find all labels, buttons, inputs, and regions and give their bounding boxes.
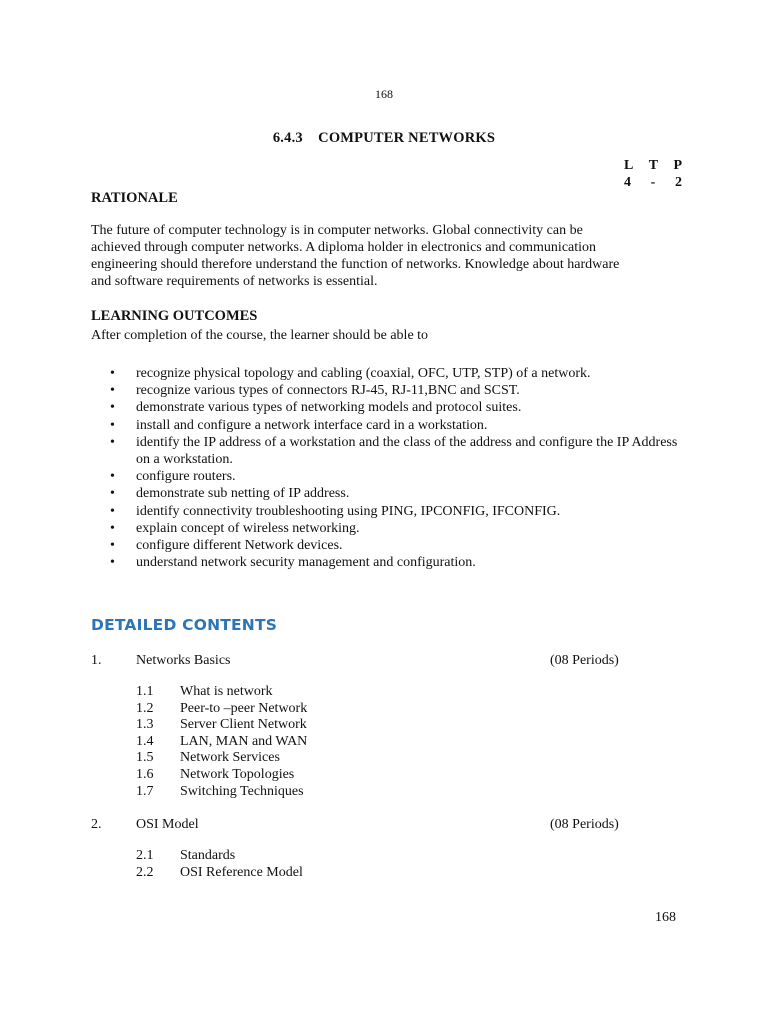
list-item — [110, 434, 680, 468]
list-item — [110, 520, 680, 537]
ltp-header-row — [624, 157, 682, 174]
unit-number: 1. — [91, 653, 102, 668]
list-item — [110, 503, 680, 520]
rationale-paragraph — [91, 222, 681, 290]
unit-title: OSI Model — [136, 817, 199, 832]
ltp-header-p: P — [673, 158, 682, 173]
topic-title: Network Services — [180, 750, 280, 766]
topic-number: 2.2 — [136, 864, 154, 880]
unit-periods: (08 Periods) — [550, 653, 619, 668]
rationale-heading: RATIONALE — [91, 190, 178, 206]
rationale-line: achieved through computer networks. A diploma holder in electronics and communication — [91, 240, 597, 255]
learning-outcomes-list — [110, 365, 680, 571]
list-item-text: recognize physical topology and cabling (coaxial, OFC, UTP, STP) of a network. — [136, 366, 591, 381]
topic-number: 1.5 — [136, 750, 154, 766]
unit-number: 2. — [91, 817, 102, 832]
learning-outcomes-heading: LEARNING OUTCOMES — [91, 308, 258, 324]
topic-title: Server Client Network — [180, 717, 307, 733]
bullet-icon: • — [110, 538, 115, 554]
topic-number: 1.1 — [136, 684, 154, 699]
bullet-icon: • — [110, 434, 115, 450]
bullet-icon: • — [110, 520, 115, 536]
list-item-text: configure different Network devices. — [136, 538, 343, 554]
unit-periods: (08 Periods) — [550, 817, 619, 832]
list-item — [110, 554, 680, 571]
topic-title: What is network — [180, 684, 273, 699]
list-item-text: demonstrate sub netting of IP address. — [136, 486, 350, 502]
ltp-value-p: 2 — [674, 175, 682, 190]
learning-outcomes-intro: After completion of the course, the learner should be able to — [91, 328, 429, 343]
list-item-text: identify connectivity troubleshooting using PING, IPCONFIG, IFCONFIG. — [136, 503, 561, 519]
topic-title: Standards — [180, 848, 236, 863]
list-item-text: configure routers. — [136, 469, 236, 485]
topic-title: Peer-to –peer Network — [180, 700, 308, 716]
topic-title: Network Topologies — [180, 766, 295, 782]
rationale-line: and software requirements of networks is essential. — [91, 274, 378, 289]
ltp-values-row — [624, 174, 682, 191]
list-item-text: understand network security management and configuration. — [136, 555, 476, 571]
bullet-icon: • — [110, 555, 115, 571]
bullet-icon: • — [110, 366, 115, 381]
unit-title: Networks Basics — [136, 653, 231, 668]
page-number-top: 168 — [375, 87, 393, 101]
list-item — [110, 399, 680, 416]
ltp-header-l: L — [624, 158, 634, 173]
list-item — [110, 417, 680, 434]
list-item — [110, 382, 680, 399]
list-item-text: identify the IP address of a workstation and the class of the address and configure the IP Address on a workstation. — [136, 434, 678, 468]
bullet-icon: • — [110, 400, 115, 416]
list-item-text: explain concept of wireless networking. — [136, 520, 360, 536]
page-number-bottom: 168 — [655, 910, 676, 925]
bullet-icon: • — [110, 383, 115, 399]
list-item — [110, 537, 680, 554]
rationale-line: The future of computer technology is in computer networks. Global connectivity can be — [91, 223, 583, 238]
bullet-icon: • — [110, 486, 115, 502]
topic-number: 2.1 — [136, 848, 154, 863]
rationale-line: engineering should therefore understand the function of networks. Knowledge about hardware — [91, 257, 620, 272]
list-item — [110, 365, 680, 382]
topic-number: 1.4 — [136, 733, 154, 749]
topic-title: OSI Reference Model — [180, 864, 303, 880]
list-item-text: demonstrate various types of networking models and protocol suites. — [136, 400, 522, 416]
list-item — [110, 468, 680, 485]
bullet-icon: • — [110, 417, 115, 433]
topic-number: 1.3 — [136, 717, 154, 733]
ltp-table — [624, 157, 682, 191]
ltp-value-t: - — [650, 175, 656, 190]
course-title: 6.4.3 COMPUTER NETWORKS — [272, 130, 496, 146]
bullet-icon: • — [110, 503, 115, 519]
topic-number: 1.7 — [136, 783, 154, 799]
detailed-contents-heading: DETAILED CONTENTS — [91, 616, 278, 634]
list-item — [110, 485, 680, 502]
topic-title: Switching Techniques — [180, 783, 304, 799]
topic-number: 1.6 — [136, 766, 154, 782]
ltp-value-l: 4 — [624, 175, 631, 190]
list-item-text: recognize various types of connectors RJ-45, RJ-11,BNC and SCST. — [136, 383, 520, 399]
topic-number: 1.2 — [136, 700, 154, 716]
topic-title: LAN, MAN and WAN — [180, 733, 308, 749]
bullet-icon: • — [110, 469, 115, 485]
ltp-header-t: T — [648, 158, 659, 173]
list-item-text: install and configure a network interface card in a workstation. — [136, 417, 488, 433]
